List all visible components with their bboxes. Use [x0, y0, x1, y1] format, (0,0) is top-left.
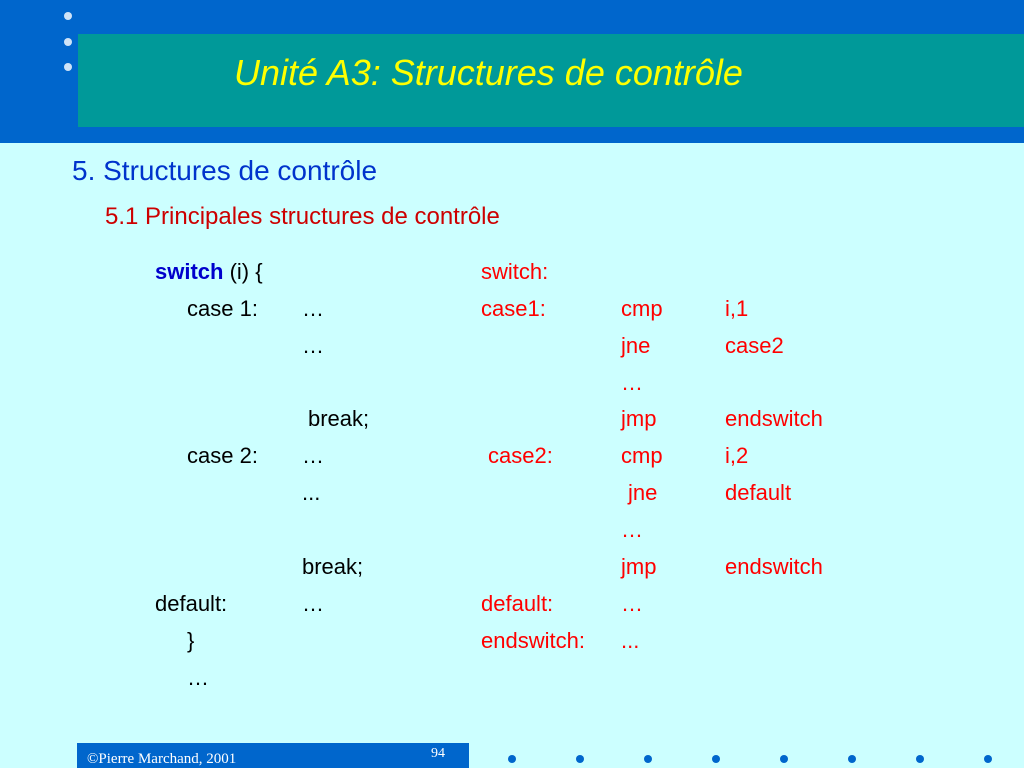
bullet-dot — [64, 12, 72, 20]
asm-operand: i,1 — [725, 296, 749, 321]
code-closing-brace: } — [187, 628, 195, 653]
code-default-label: default: — [155, 591, 228, 616]
switch-expression: (i) { — [223, 259, 263, 284]
asm-instruction: jne — [621, 333, 651, 358]
footer-dot — [576, 755, 584, 763]
asm-operand: endswitch — [725, 406, 823, 431]
asm-label: default: — [481, 591, 554, 616]
asm-label: switch: — [481, 259, 549, 284]
code-ellipsis: … — [302, 591, 324, 616]
asm-instruction: cmp — [621, 443, 663, 468]
asm-instruction: jne — [628, 480, 658, 505]
slide-title: Unité A3: Structures de contrôle — [234, 52, 743, 93]
code-dots: ... — [302, 480, 321, 505]
subsection-heading: 5.1 Principales structures de contrôle — [105, 203, 500, 230]
code-ellipsis: … — [187, 665, 209, 690]
asm-instruction: cmp — [621, 296, 663, 321]
code-ellipsis: … — [302, 333, 324, 358]
page-number: 94 — [431, 746, 445, 761]
code-break: break; — [308, 406, 370, 431]
code-ellipsis: … — [302, 443, 324, 468]
code-case-label: case 2: — [187, 443, 258, 468]
asm-operand: endswitch — [725, 554, 823, 579]
bullet-dot — [64, 63, 72, 71]
asm-instruction: jmp — [621, 554, 657, 579]
asm-operand: i,2 — [725, 443, 749, 468]
switch-keyword: switch — [155, 259, 224, 284]
footer-dot — [916, 755, 924, 763]
asm-instruction: jmp — [621, 406, 657, 431]
asm-ellipsis: … — [621, 591, 643, 616]
section-heading: 5. Structures de contrôle — [72, 155, 378, 186]
code-case-label: case 1: — [187, 296, 258, 321]
footer-dot — [780, 755, 788, 763]
code-line-switch — [155, 259, 263, 285]
footer-dot — [848, 755, 856, 763]
footer-dot — [712, 755, 720, 763]
asm-dots: ... — [621, 628, 640, 653]
asm-label: endswitch: — [481, 628, 585, 653]
footer-dot — [644, 755, 652, 763]
footer-dot — [984, 755, 992, 763]
asm-ellipsis: … — [621, 370, 643, 395]
asm-operand: case2 — [725, 333, 784, 358]
code-ellipsis: … — [302, 296, 324, 321]
footer-dot — [508, 755, 516, 763]
asm-label: case1: — [481, 296, 546, 321]
asm-label: case2: — [488, 443, 553, 468]
bullet-dot — [64, 38, 72, 46]
asm-ellipsis: … — [621, 517, 643, 542]
asm-operand: default — [725, 480, 792, 505]
copyright-text: ©Pierre Marchand, 2001 — [87, 751, 237, 767]
code-break: break; — [302, 554, 364, 579]
